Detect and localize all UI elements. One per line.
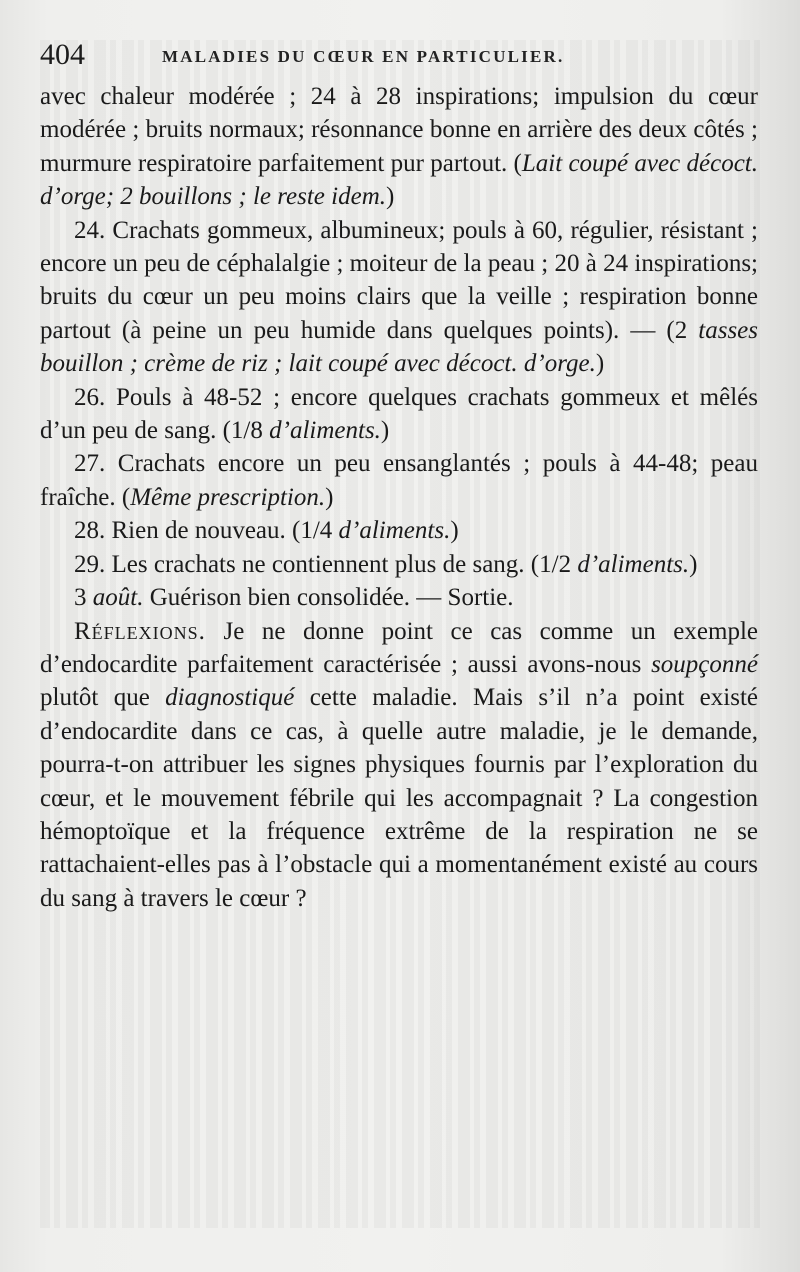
- text-run: 24. Crachats gommeux, albumineux; pouls à 60, régulier, résistant ; encore un peu de céphalalgie ; moiteur de la peau ; 20 à 24 inspirations; bruits du cœur un peu moins clairs que la veille ; respiration bonne partout (à peine un peu humide dans quelques points). — (2: [40, 216, 758, 344]
- text-run: ): [595, 350, 605, 378]
- italic-text: Lait coupé avec décoct. d’orge; 2 bouillons ; le reste idem.: [40, 149, 758, 211]
- paragraph: [40, 615, 758, 916]
- italic-text: d’aliments.: [577, 550, 690, 578]
- text-run: ): [380, 417, 390, 445]
- italic-text: Même prescription.: [130, 483, 326, 511]
- text-run: avec chaleur modérée ; 24 à 28 inspirations; impulsion du cœur modérée ; bruits normaux; résonnance bonne en arrière des deux côtés ; murmure respiratoire parfaitement pur partout. (: [40, 83, 758, 177]
- paragraph: [40, 548, 758, 581]
- text-run: 29. Les crachats ne contiennent plus de sang. (1/2: [74, 550, 578, 578]
- italic-text: d’aliments.: [269, 417, 381, 445]
- text-run: plutôt que: [40, 684, 166, 712]
- paragraph: [40, 447, 758, 514]
- page-number: 404: [40, 38, 85, 71]
- paragraph: [40, 581, 758, 614]
- page-header: [40, 38, 758, 78]
- paragraph: [40, 80, 758, 214]
- text-run: cette maladie. Mais s’il n’a point existé d’endocardite dans ce cas, à quelle autre maladie, je le demande, pourra-t-on attribuer les signes physiques fournis par l’exploration du cœur, et le mouvement fébrile qui les accompagnait ? La congestion hémoptoïque et la fréquence extrême de la respiration ne se rattachaient-elles pas à l’obstacle qui a momentanément existé au cours du sang à travers le cœur ?: [40, 684, 758, 912]
- italic-text: diagnostiqué: [165, 684, 295, 712]
- italic-text: août.: [92, 584, 144, 612]
- text-run: ): [386, 183, 395, 211]
- running-title: MALADIES DU CŒUR EN PARTICULIER.: [162, 47, 565, 66]
- text-run: ): [689, 550, 698, 578]
- text-run: 27. Crachats encore un peu ensanglantés ; pouls à 44-48; peau fraîche. (: [40, 450, 758, 511]
- text-run: Guérison bien consolidée. — Sortie.: [143, 584, 514, 612]
- paragraph: [40, 214, 758, 381]
- small-caps-heading: Réflexions.: [74, 617, 206, 645]
- text-run: Je ne donne point ce cas comme un exemple d’endocardite parfaitement caractérisée ; aussi avons-nous: [40, 617, 758, 678]
- body-text: [40, 80, 758, 915]
- italic-text: soupçonné: [651, 650, 758, 678]
- paragraph: [40, 514, 758, 547]
- text-run: ): [325, 483, 334, 511]
- text-run: 3: [74, 584, 93, 612]
- italic-text: tasses bouillon ; crème de riz ; lait coupé avec décoct. d’orge.: [40, 316, 758, 378]
- text-run: 26. Pouls à 48-52 ; encore quelques crachats gommeux et mêlés d’un peu de sang. (1/8: [40, 383, 758, 445]
- text-run: ): [450, 517, 459, 545]
- text-run: 28. Rien de nouveau. (1/4: [74, 517, 339, 545]
- paragraph: [40, 381, 758, 448]
- italic-text: d’aliments.: [338, 517, 451, 545]
